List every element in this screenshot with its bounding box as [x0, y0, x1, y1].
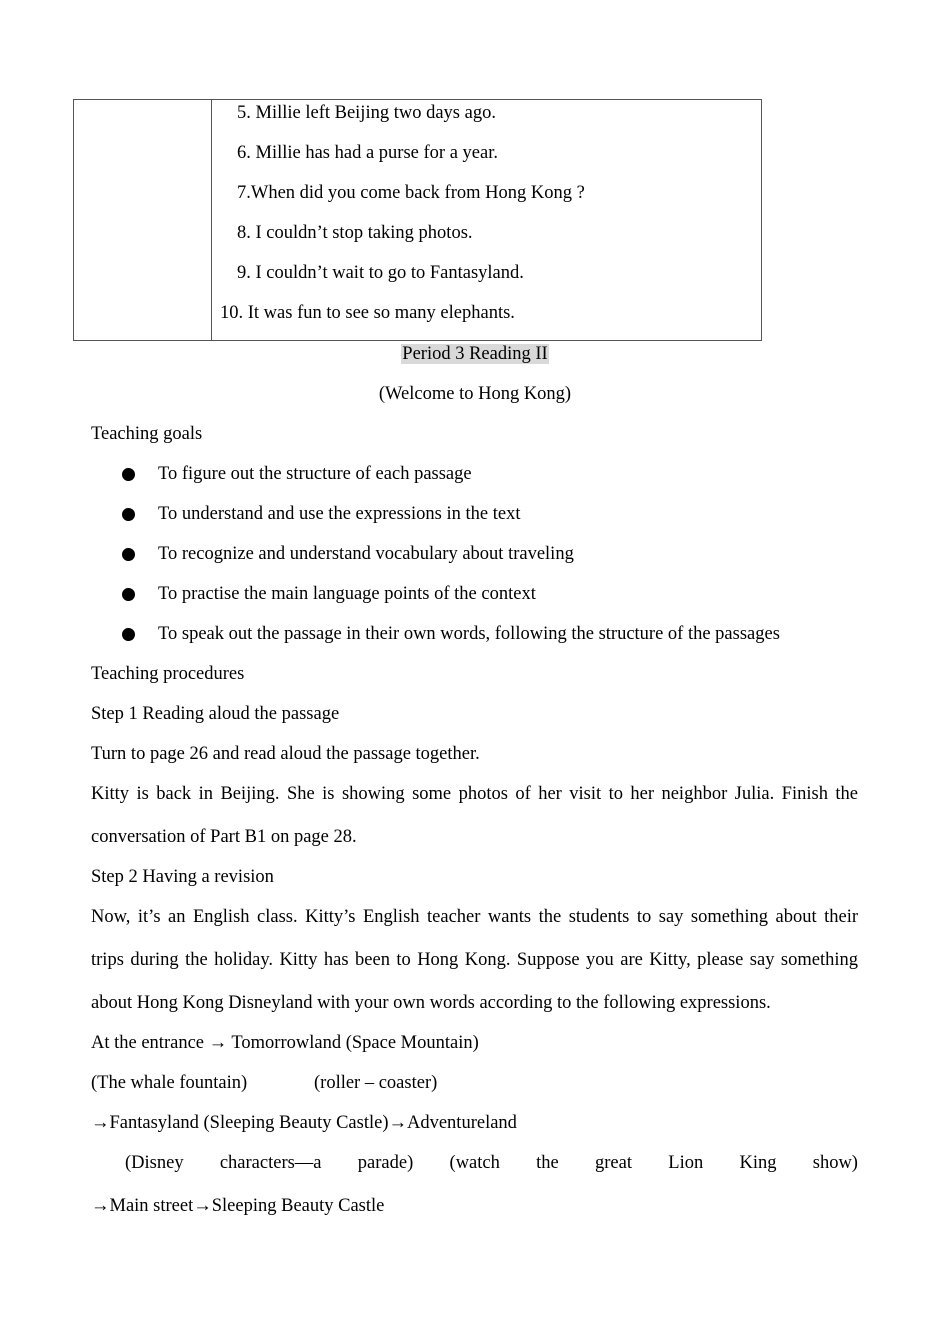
bullet-icon	[122, 548, 135, 561]
step2-paragraph-line: trips during the holiday. Kitty has been to Hong Kong. Suppose you are Kitty, please say something	[91, 950, 858, 970]
route-word: Lion	[668, 1153, 704, 1173]
title-text: Period 3 Reading II	[402, 344, 548, 364]
route-note: (The whale fountain)	[91, 1073, 248, 1093]
goals-heading: Teaching goals	[91, 424, 203, 444]
step1-heading: Step 1 Reading aloud the passage	[91, 704, 340, 724]
goal-item: To figure out the structure of each passage	[158, 464, 472, 484]
route-note: (roller – coaster)	[314, 1073, 438, 1093]
route-line: At the entrance → Tomorrowland (Space Mountain)	[91, 1033, 479, 1053]
table-line: 5. Millie left Beijing two days ago.	[237, 103, 496, 123]
bullet-icon	[122, 508, 135, 521]
step2-heading: Step 2 Having a revision	[91, 867, 274, 887]
table-line: 8. I couldn’t stop taking photos.	[237, 223, 473, 243]
route-activities-line	[125, 1153, 858, 1174]
bullet-icon	[122, 628, 135, 641]
step2-paragraph-line: about Hong Kong Disneyland with your own words according to the following expressions.	[91, 993, 771, 1013]
table-line: 10. It was fun to see so many elephants.	[220, 303, 515, 323]
route-word: characters—a	[219, 1153, 322, 1173]
route-line: →Fantasyland (Sleeping Beauty Castle)→Adventureland	[91, 1113, 517, 1133]
procedures-heading: Teaching procedures	[91, 664, 245, 684]
step2-paragraph-line: Now, it’s an English class. Kitty’s English teacher wants the students to say something about their	[91, 907, 858, 927]
table-line: 6. Millie has had a purse for a year.	[237, 143, 498, 163]
exercise-table	[73, 99, 762, 341]
bullet-icon	[122, 468, 135, 481]
table-line: 7.When did you come back from Hong Kong ?	[237, 183, 585, 203]
step1-paragraph-line: conversation of Part B1 on page 28.	[91, 827, 357, 847]
route-word: the	[536, 1153, 559, 1173]
goal-item: To practise the main language points of the context	[158, 584, 536, 604]
step1-instruction: Turn to page 26 and read aloud the passage together.	[91, 744, 480, 764]
route-word: (Disney	[125, 1153, 184, 1173]
table-column-divider	[211, 100, 212, 340]
goal-item: To recognize and understand vocabulary about traveling	[158, 544, 574, 564]
page-subtitle: (Welcome to Hong Kong)	[378, 384, 572, 404]
step1-paragraph-line: Kitty is back in Beijing. She is showing some photos of her visit to her neighbor Julia. Finish the	[91, 784, 858, 804]
goal-item: To understand and use the expressions in the text	[158, 504, 521, 524]
route-word: great	[595, 1153, 632, 1173]
route-word: show)	[812, 1153, 858, 1173]
route-word: parade)	[357, 1153, 414, 1173]
page-title	[0, 344, 950, 365]
route-line: →Main street→Sleeping Beauty Castle	[91, 1196, 385, 1216]
route-word: King	[739, 1153, 777, 1173]
goal-item: To speak out the passage in their own words, following the structure of the passages	[158, 624, 780, 644]
route-word: (watch	[449, 1153, 500, 1173]
bullet-icon	[122, 588, 135, 601]
table-line: 9. I couldn’t wait to go to Fantasyland.	[237, 263, 524, 283]
